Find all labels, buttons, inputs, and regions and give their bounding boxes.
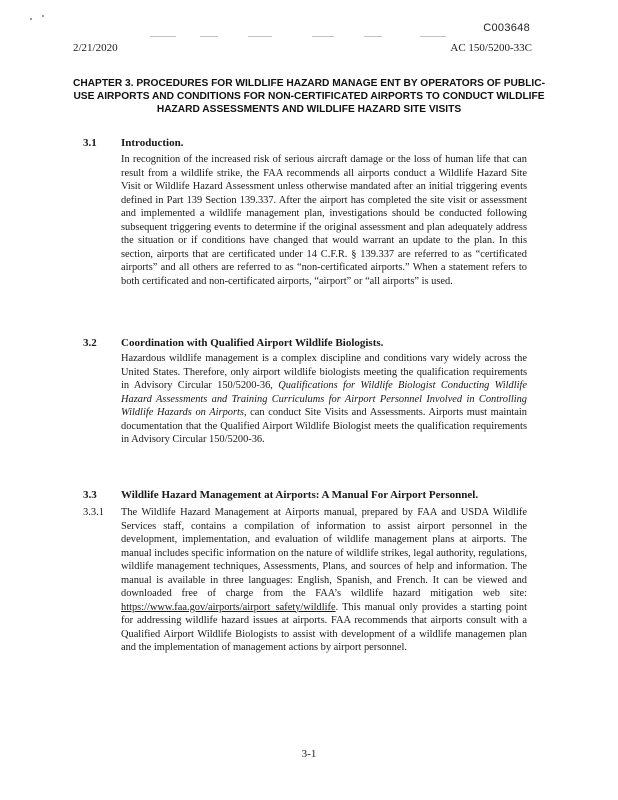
body-text: The Wildlife Hazard Management at Airports manual, prepared by FAA and USDA Wildlife Services staff, contains a compilation of information to assist airport personnel in the development, implementation, and evaluation of wildlife management plans at airports. The manual includes specific information on the nature of wildlife strikes, legal authority, regulations, wildlife management techniques, Assessments, Plans, and sources of help and information. The manual is available in three languages: English, Spanish, and French. It can be viewed and downloaded free of charge from the FAA’s wildlife hazard mitigation web site: [121, 507, 527, 599]
body-text: Hazardous wildlife management is a complex discipline and conditions vary widely across the United States. Therefore, only airport wildlife biologists meeting the qualification requirements in Advisory Circular 150/5200-36, [121, 353, 527, 391]
section-number: 3.1 [83, 137, 97, 149]
section-number: 3.2 [83, 337, 97, 349]
section-body [121, 352, 527, 447]
scan-speck [364, 36, 382, 37]
body-text: . This manual only provides a starting point for addressing wildlife hazard issues at airports. FAA recommends that airports consult with a Qualified Airport Wildlife Biologists to assist with development of a wildlife managemen plan and the implementation of management actions by airport personnel. [121, 601, 527, 653]
scan-speck [248, 36, 272, 37]
scan-speck [42, 15, 44, 17]
scan-speck [420, 36, 446, 37]
page-number: 3-1 [301, 748, 317, 760]
chapter-title: CHAPTER 3. PROCEDURES FOR WILDLIFE HAZARD MANAGE ENT BY OPERATORS OF PUBLIC-USE AIRPORTS AND CONDITIONS FOR NON-CERTIFICATED AIRPORTS TO CONDUCT WILDLIFE HAZARD ASSESSMENTS AND WILDLIFE HAZARD SITE VISITS [72, 78, 546, 115]
section-number: 3.3 [83, 489, 97, 501]
header-date: 2/21/2020 [73, 42, 118, 54]
subsection-body [121, 506, 527, 655]
subsection-number: 3.3.1 [83, 507, 104, 518]
section-heading: Introduction. [121, 137, 184, 149]
section-heading: Coordination with Qualified Airport Wildlife Biologists. [121, 337, 384, 349]
section-heading: Wildlife Hazard Management at Airports: A Manual For Airport Personnel. [121, 489, 479, 501]
header-doc-id: AC 150/5200-33C [450, 42, 532, 54]
bates-number: C003648 [483, 22, 530, 34]
scan-speck [150, 36, 176, 37]
body-text: , can conduct Site Visits and Assessments. Airports must maintain documentation that the Qualified Airport Wildlife Biologist meets the qualification requirements in Advisory Circular 150/5200-36. [121, 407, 527, 445]
wildlife-web-link[interactable]: https://www.faa.gov/airports/airport_safety/wildlife [121, 601, 336, 613]
scan-speck [312, 36, 334, 37]
publication-title: Qualifications for Wildlife Biologist Conducting Wildlife Hazard Assessments and Training Curriculums for Airport Personnel Involved in Controlling Wildlife Hazards on Airports [121, 380, 527, 418]
scan-speck [30, 18, 32, 20]
section-body: In recognition of the increased risk of serious aircraft damage or the loss of human life that can result from a wildlife strike, the FAA recommends all airports conduct a Wildlife Hazard Site Visit or Wildlife Hazard Assessment unless otherwise mandated after an initial triggering events defined in Part 139 Section 139.337. After the airport has completed the site visit or assessment and implemented a wildlife management plan, investigations should be conducted following subsequent triggering events to determine if the original assessment and plan adequately address the situation or if conditions have changed that would warrant an update to the plan. In this section, airports that are certificated under 14 C.F.R. § 139.337 are referred to as “certificated airports” and all others are referred to as “non-certificated airports.” When a statement refers to both certificated and non-certificated airports, “airport” or “all airports” is used. [121, 154, 527, 287]
scan-speck [200, 36, 218, 37]
